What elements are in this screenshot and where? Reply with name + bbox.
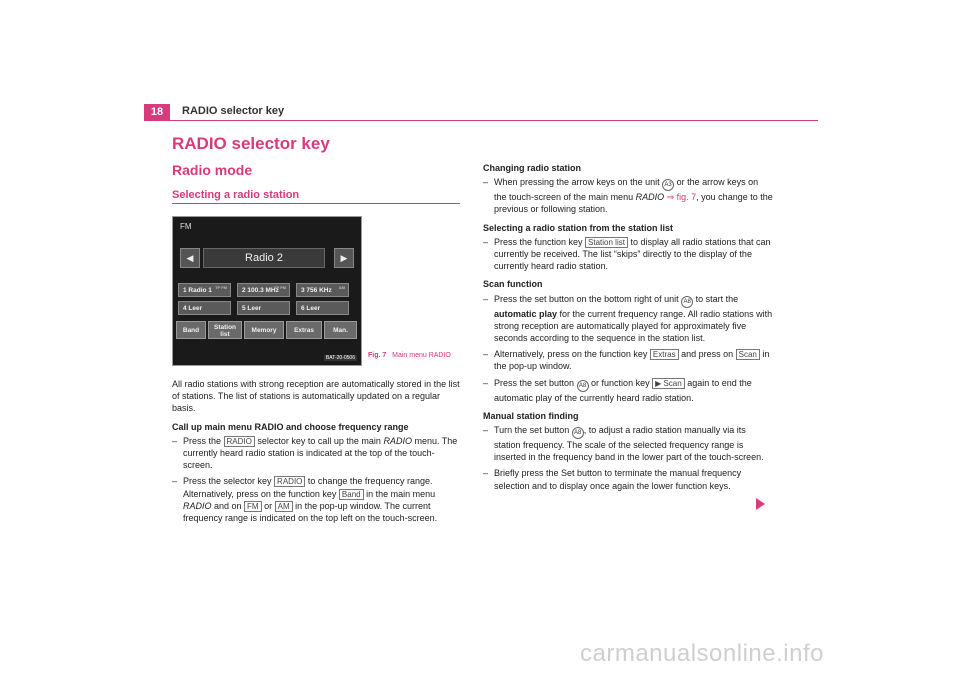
preset-label: 4 Leer xyxy=(183,305,203,312)
am-key: AM xyxy=(275,501,293,512)
figure-caption xyxy=(368,352,451,359)
callout-marker: A3 xyxy=(662,179,674,191)
scan-play-key-ref: ▶ Scan xyxy=(652,378,685,389)
preset-label: 1 Radio 1 xyxy=(183,287,212,294)
continue-arrow-icon xyxy=(756,498,765,510)
preset-5 xyxy=(237,301,290,315)
step: – Turn the set button A8 , to adjust a radio station manually via its station frequency. The scale of the selected frequency range is inserted in the frequency band in the lower part of the touch-screen. xyxy=(483,425,764,463)
step: – Press the RADIO selector key to call up the main RADIO menu. The currently heard radio station is indicated at the top of the touch-screen. xyxy=(172,435,458,471)
heading-2: Radio mode xyxy=(172,162,253,178)
section-title: Changing radio station xyxy=(483,163,581,173)
intro-paragraph: All radio stations with strong reception are automatically stored in the list of stations. The list of stations is automatically updated on a regular basis. xyxy=(172,379,460,414)
preset-label: 3 756 KHz xyxy=(301,287,332,294)
preset-sub: TP FM xyxy=(274,285,286,290)
step: – Briefly press the Set button to terminate the manual frequency selection and to display once again the lower function keys. xyxy=(483,468,742,491)
section-title: Scan function xyxy=(483,279,543,290)
watermark: carmanualsonline.info xyxy=(580,640,824,667)
preset-1 xyxy=(178,283,231,297)
step: – When pressing the arrow keys on the unit A3 or the arrow keys on the touch-screen of the main menu RADIO ⇒ fig. 7, you change to the previous or following station. xyxy=(483,177,773,215)
heading-rule xyxy=(172,203,460,204)
section-title: Call up main menu RADIO and choose frequency range xyxy=(172,421,409,432)
station-list-key: Station list xyxy=(208,321,242,339)
radio-key: RADIO xyxy=(274,476,305,487)
section-title: Selecting a radio station from the station list xyxy=(483,222,674,233)
step: – Press the selector key RADIO to change the frequency range. Alternatively, press on the function key Band in the main menu RADIO and on FM or AM in the pop-up window. The current frequency range is indicated on the top left on the touch-screen. xyxy=(172,476,438,524)
radio-screen-figure xyxy=(172,216,362,366)
caption-label: Fig. 7 xyxy=(368,352,387,359)
figure-code: BAT-20-0506 xyxy=(325,355,355,361)
step: – Alternatively, press on the function key Extras and press on Scan in the pop-up window. xyxy=(483,349,770,372)
heading-1: RADIO selector key xyxy=(172,134,330,153)
band-key-ref: Band xyxy=(339,489,364,500)
radio-key: RADIO xyxy=(224,436,255,447)
right-column xyxy=(483,162,773,496)
fm-key: FM xyxy=(244,501,262,512)
preset-sub: AM xyxy=(338,285,345,290)
callout-marker: A8 xyxy=(572,427,584,439)
preset-label: 5 Leer xyxy=(242,305,262,312)
preset-4 xyxy=(178,301,231,315)
caption-text: Main menu RADIO xyxy=(392,352,451,359)
station-list-key-ref: Station list xyxy=(585,237,628,248)
step: – Press the set button on the bottom right of unit A8 to start the automatic play for the current frequency range. All radio stations with strong reception are automatically played for approximately five seconds according to the sequence in the station list. xyxy=(483,293,773,344)
callout-marker: A8 xyxy=(681,296,693,308)
running-title: RADIO selector key xyxy=(182,105,285,117)
preset-6 xyxy=(296,301,349,315)
arrow-right-icon: ▶ xyxy=(334,248,354,268)
scan-key-ref: Scan xyxy=(736,349,760,360)
preset-label: 6 Leer xyxy=(301,305,321,312)
arrow-left-icon: ◀ xyxy=(180,248,200,268)
left-column xyxy=(172,378,462,528)
heading-3: Selecting a radio station xyxy=(172,189,300,201)
memory-key: Memory xyxy=(244,321,284,339)
band-key: Band xyxy=(176,321,206,339)
step: – Press the function key Station list to display all radio stations that can currently be received. The list “skips” directly to the display of the currently heard radio station. xyxy=(483,236,771,272)
callout-marker: A8 xyxy=(577,380,589,392)
band-indicator: FM xyxy=(180,222,192,231)
figure-reference: ⇒ fig. 7 xyxy=(664,192,697,203)
preset-3 xyxy=(296,283,349,297)
section-title: Manual station finding xyxy=(483,410,579,421)
extras-key-ref: Extras xyxy=(650,349,679,360)
preset-2 xyxy=(237,283,290,297)
page-number: 18 xyxy=(144,104,170,121)
extras-key: Extras xyxy=(286,321,322,339)
station-name: Radio 2 xyxy=(203,248,325,268)
step: – Press the set button A8 or function key ▶ Scan again to end the automatic play of the currently heard radio station. xyxy=(483,377,752,403)
manual-key: Man. xyxy=(324,321,357,339)
header-rule xyxy=(144,120,818,121)
preset-sub: TP FM xyxy=(215,285,227,290)
preset-label: 2 100.3 MHz xyxy=(242,287,279,294)
